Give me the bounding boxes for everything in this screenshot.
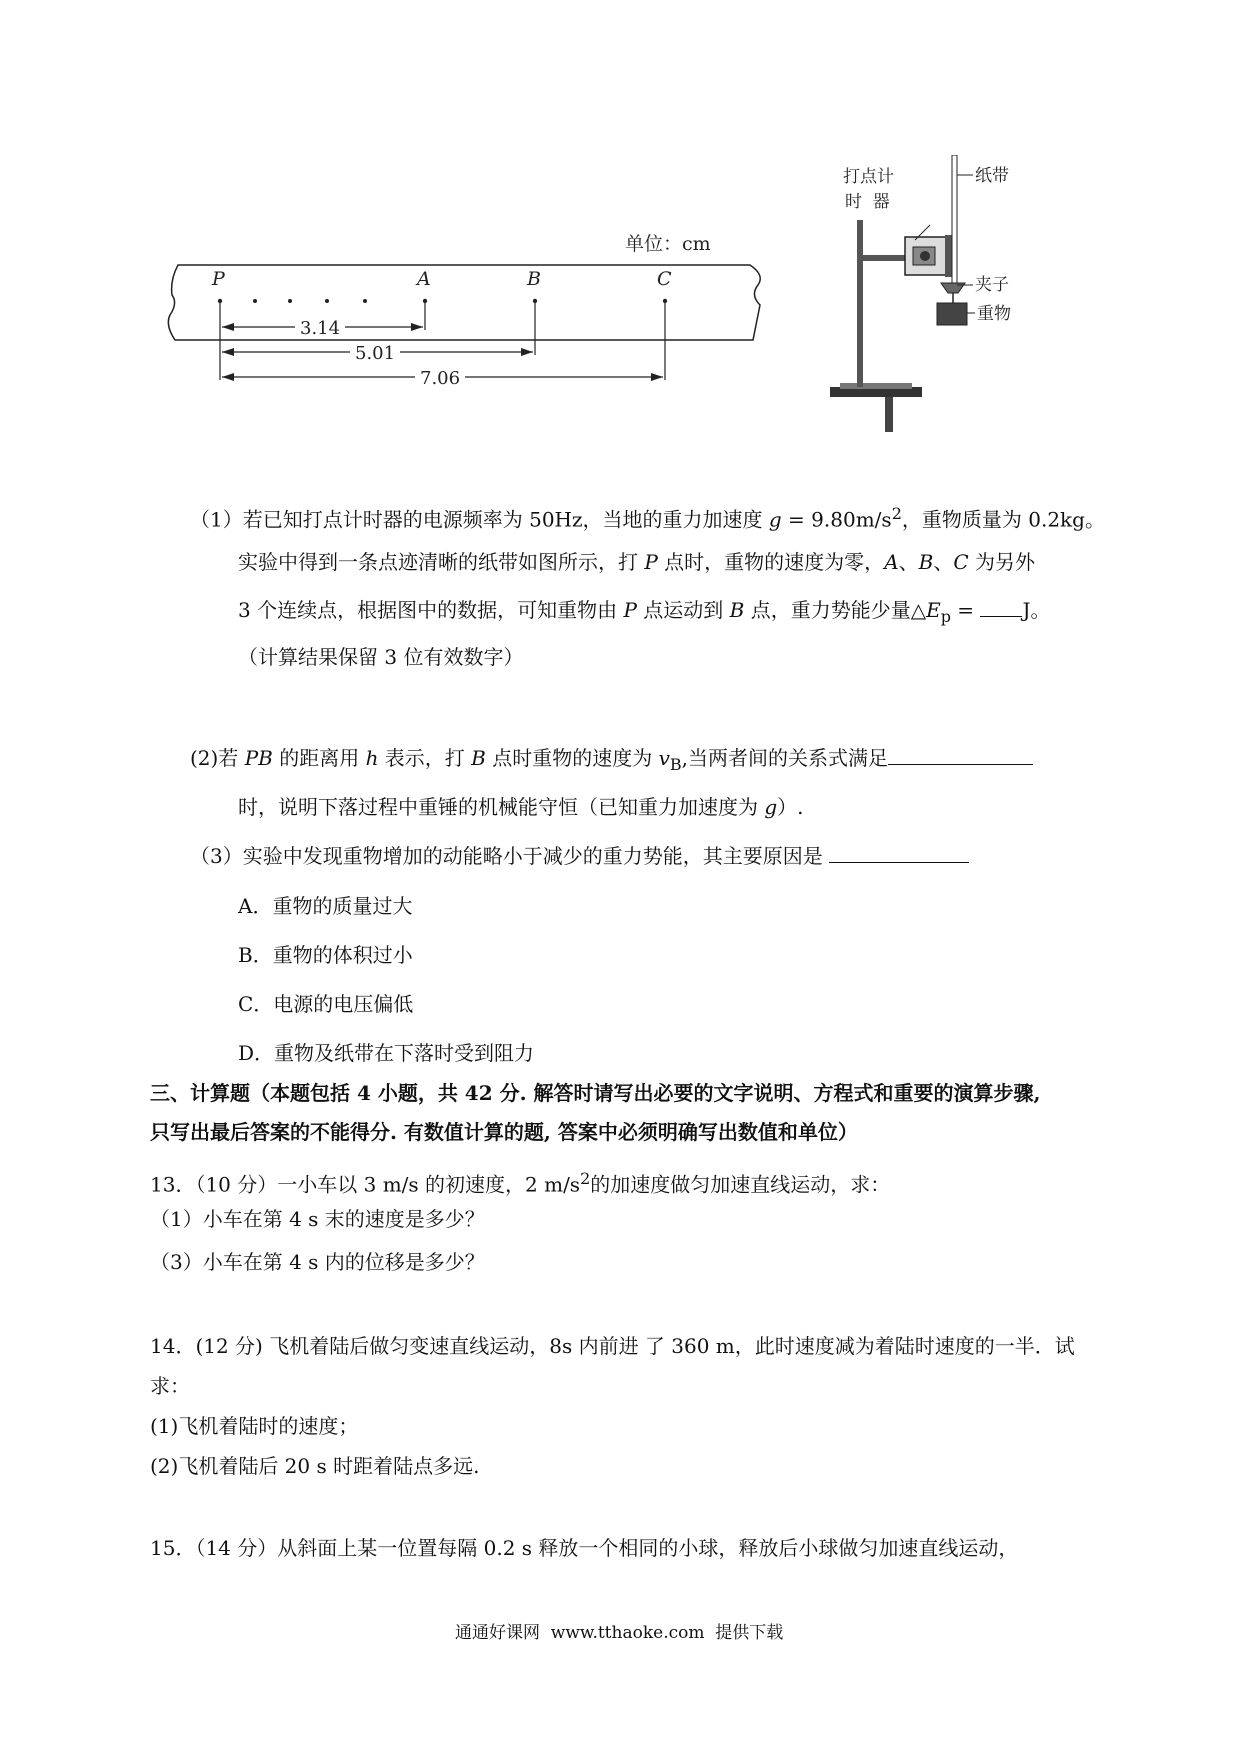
tape-dot xyxy=(253,299,257,303)
clamp-label: 夹子 xyxy=(975,275,1009,295)
q12-part2-line1: (2)若 PB 的距离用 h 表示，打 B 点时重物的速度为 $v_B$,当两者间的关系式满足 xyxy=(190,744,1033,779)
q12-option-c: C．电源的电压偏低 xyxy=(238,992,414,1016)
q12-part1-line1: （1）若已知打点计时器的电源频率为 50Hz，当地的重力加速度 $g = 9.80m/s^2$，重物质量为 0.2kg。 xyxy=(190,504,1105,532)
answer-blank-reason[interactable] xyxy=(829,842,969,863)
point-label-C: C xyxy=(657,268,672,290)
q14-stem-line2: 求： xyxy=(150,1374,190,1398)
weight-label: 重物 xyxy=(977,304,1011,324)
tape-dot xyxy=(288,299,292,303)
tape-figure xyxy=(150,225,770,435)
q15-stem-line1: 15．（14 分）从斜面上某一位置每隔 0.2 s 释放一个相同的小球，释放后小球做匀加速直线运动， xyxy=(150,1536,1019,1560)
q12-option-a: A．重物的质量过大 xyxy=(238,894,413,918)
tape-dot xyxy=(363,299,367,303)
point-label-B: B xyxy=(527,268,541,290)
q12-option-b: B．重物的体积过小 xyxy=(238,943,413,967)
section3-heading-line1: 三、计算题（本题包括 4 小题，共 42 分. 解答时请写出必要的文字说明、方程式和重要的演算步骤, xyxy=(150,1081,1041,1105)
point-label-A: A xyxy=(417,268,431,290)
unit-label: 单位：cm xyxy=(625,233,711,255)
page-footer: 通通好课网 www.tthaoke.com 提供下载 xyxy=(455,1623,784,1643)
answer-blank-relation[interactable] xyxy=(888,744,1033,765)
distance-PB: 5.01 xyxy=(355,343,396,364)
timer-label-line2: 时 器 xyxy=(845,192,890,212)
q12-part3: （3）实验中发现重物增加的动能略小于减少的重力势能，其主要原因是 xyxy=(190,842,969,870)
paper-tape xyxy=(952,155,957,283)
weight-block xyxy=(937,303,967,325)
stand-rod xyxy=(857,220,863,387)
tape-dot xyxy=(325,299,329,303)
answer-blank-delta-ep[interactable] xyxy=(980,596,1022,617)
apparatus-figure xyxy=(815,155,1045,435)
timer-label-line1: 打点计 xyxy=(843,167,894,187)
q13-sub1: （1）小车在第 4 s 末的速度是多少？ xyxy=(150,1207,485,1231)
q14-stem-line1: 14．(12 分) 飞机着陆后做匀变速直线运动，8s 内前进 了 360 m，此时速度减为着陆时速度的一半．试 xyxy=(150,1334,1075,1358)
q14-sub1: (1)飞机着陆时的速度； xyxy=(150,1414,359,1438)
point-label-P: P xyxy=(212,268,225,290)
q12-part2-line2: 时，说明下落过程中重锤的机械能守恒（已知重力加速度为 g）. xyxy=(238,795,804,819)
q12-part1-line4: （计算结果保留 3 位有效数字） xyxy=(238,645,524,669)
q12-option-d: D．重物及纸带在下落时受到阻力 xyxy=(238,1041,535,1065)
q14-sub2: (2)飞机着陆后 20 s 时距着陆点多远. xyxy=(150,1454,480,1478)
q12-part1-number: （1） xyxy=(190,507,243,532)
distance-PA: 3.14 xyxy=(300,318,341,339)
q12-part1-line3: 3 个连续点，根据图中的数据，可知重物由 P 点运动到 B 点，重力势能少量$\triangle E_p = J$。 xyxy=(238,598,1051,626)
distance-PC: 7.06 xyxy=(420,368,461,389)
q13-stem: 13．（10 分）一小车以 3 m/s 的初速度，2 $m/s^2$的加速度做匀加速直线运动，求： xyxy=(150,1169,891,1197)
q13-sub2: （3）小车在第 4 s 内的位移是多少？ xyxy=(150,1250,485,1274)
q12-part1-line2: 实验中得到一条点迹清晰的纸带如图所示，打 P 点时，重物的速度为零，A、B、C 为另外 xyxy=(238,550,1036,574)
tape-label: 纸带 xyxy=(975,166,1009,186)
section3-heading-line2: 只写出最后答案的不能得分. 有数值计算的题, 答案中必须明确写出数值和单位） xyxy=(150,1120,858,1144)
